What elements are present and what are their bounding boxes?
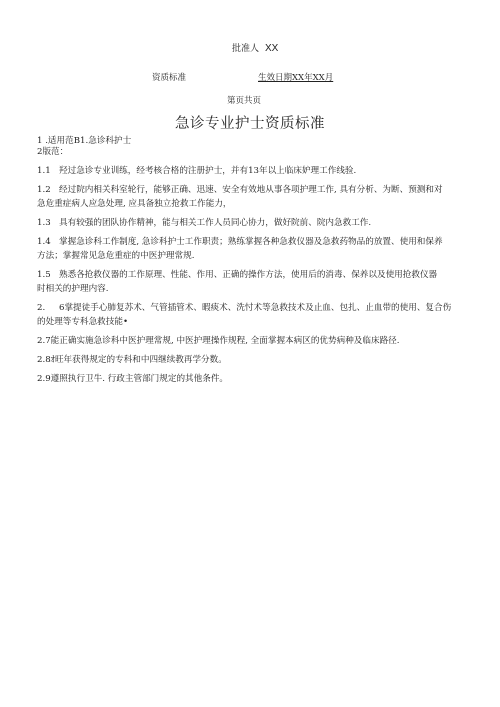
item-number: 1.4 <box>37 237 51 247</box>
scope-subheading: 2版范： <box>37 147 69 157</box>
item-number: 1.2 <box>37 185 51 195</box>
item-2-6 <box>37 303 467 314</box>
item-2-9: 2.9遵照执行卫牛. 行政主管部门规定的其他条件。 <box>37 374 229 384</box>
item-1-4 <box>37 237 467 248</box>
standard-label: 资质标准 <box>152 73 187 83</box>
approver-label: 批准人 <box>232 44 260 54</box>
item-text: 6掌提徒手心肺复苏术、气管插管术、暇痰术、洗忖术等急救技术及止血、包扎、止血带的使用、复合伤 <box>59 303 452 313</box>
item-number: 1.5 <box>37 270 51 280</box>
item-1-3 <box>37 218 467 229</box>
item-2-7: 2.7能正确实施急诊科中医护理常规, 中医护理操作规程, 全面掌握本病区的优势病种及临床路径. <box>37 336 400 346</box>
item-text: 掌握急诊科工作制度, 急诊科护士工作职责；熟练掌握各种急救仪器及急救药物品的放置、使用和保养 <box>59 237 443 247</box>
item-text: 羟过急诊专业训练，经考核合格的注册护士，并有13年以上临床妒理工作线验. <box>59 166 357 176</box>
approver-line <box>232 41 278 54</box>
item-text: 经过院内相关科室轮行，能够正确、迅速、安全有效地从事各项护理工作, 具有分析、为断、预测和对 <box>59 185 443 195</box>
item-text: 熟悉各抢救仪器的工作原理、性能、作用、正确的操作方法，使用后的消毒、保养以及使用抢救仪器 <box>59 270 438 280</box>
item-number: 2. <box>37 303 46 313</box>
item-1-1 <box>37 166 467 177</box>
item-number: 1.3 <box>37 218 51 228</box>
standard-meta-row <box>152 71 334 83</box>
scope-heading: 1 .适用范B1.急诊科护士 <box>37 136 132 146</box>
item-2-8: 2.8ｵ旺年获得规定的专科和中四继续教再学分数。 <box>37 355 227 365</box>
page-count: 第页共页 <box>227 96 262 106</box>
item-text: 具有较强的团队协作精神，能与相关工作人员同心协力，做好院前、院内急救工作. <box>59 218 372 228</box>
item-number: 1.1 <box>37 166 51 176</box>
item-1-2-continued: 急危重症病人应急处理, 应具备独立抢救工作能力， <box>37 199 232 209</box>
document-body <box>37 136 467 385</box>
item-1-2 <box>37 185 467 196</box>
approver-name: XX <box>265 43 279 54</box>
item-1-4-continued: 方法；掌握常见急危重症的中医护理常规. <box>37 251 195 261</box>
item-1-5-continued: 时相关的护理内容. <box>37 284 109 294</box>
document-title: 急诊专业护士资质标准 <box>175 116 325 132</box>
item-2-6-continued: 的处理等专科急救技能• <box>37 317 129 327</box>
item-1-5 <box>37 270 467 281</box>
effective-date: 生效日期XX年XX月 <box>258 73 334 83</box>
